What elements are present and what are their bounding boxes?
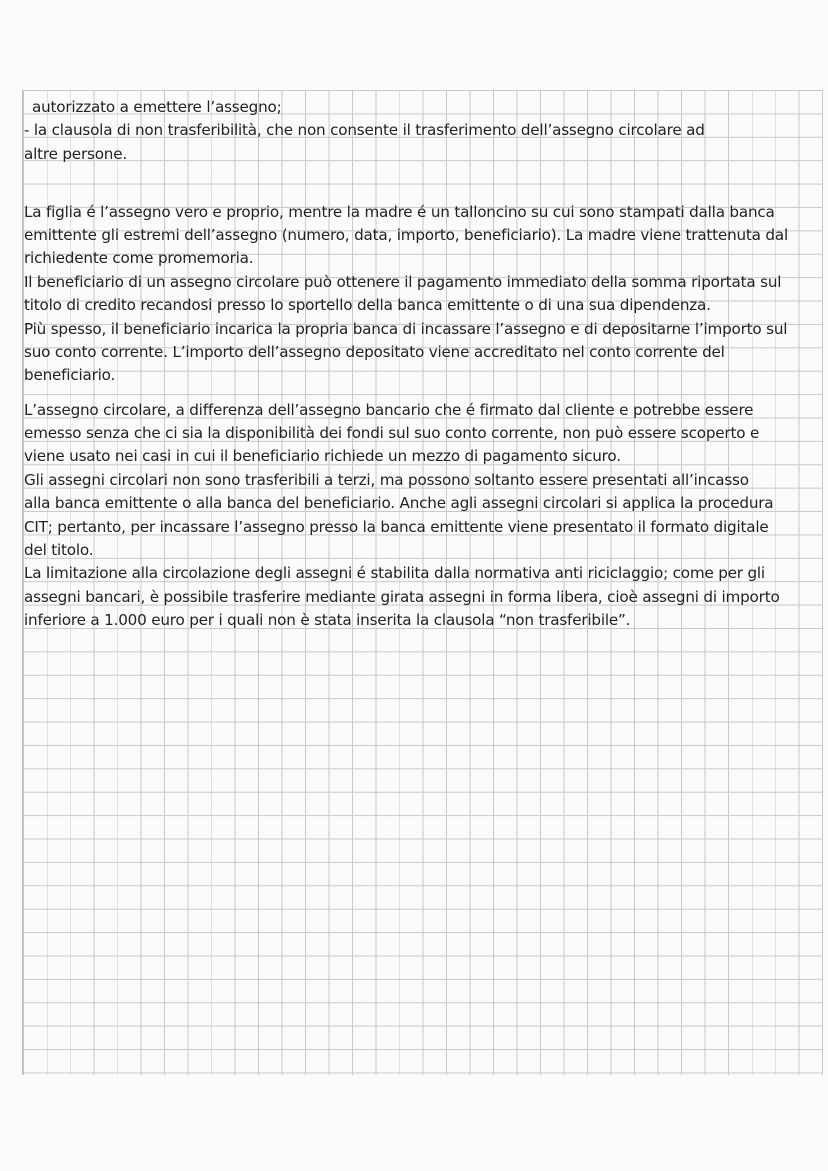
text-line: titolo di credito recandosi presso lo sportello della banca emittente o di una sua dipendenza. (24, 296, 711, 315)
handwritten-notes (22, 96, 822, 633)
text-line: emittente gli estremi dell’assegno (numero, data, importo, beneficiario). La madre viene trattenuta dal (24, 225, 788, 244)
spacer (22, 166, 822, 189)
text-line: emesso senza che ci sia la disponibilità dei fondi sul suo conto corrente, non può essere scoperto e (24, 424, 760, 443)
spacer (22, 190, 822, 201)
text-line: inferiore a 1.000 euro per i quali non è stata inserita la clausola “non trasferibile”. (24, 611, 631, 630)
text-line: suo conto corrente. L’importo dell’assegno depositato viene accreditato nel conto corrente del (24, 342, 725, 361)
text-line: autorizzato a emettere l’assegno; (32, 98, 282, 116)
text-line: beneficiario. (24, 366, 116, 385)
text-line: - la clausola di non trasferibilità, che non consente il trasferimento dell’assegno circolare ad (24, 121, 705, 140)
text-line: CIT; pertanto, per incassare l’assegno presso la banca emittente viene presentato il formato digitale (24, 517, 769, 536)
text-line: La figlia é l’assegno vero e proprio, mentre la madre é un talloncino su cui sono stampati dalla banca (24, 202, 775, 221)
text-line: Più spesso, il beneficiario incarica la propria banca di incassare l’assegno e di depositarne l’importo sul (24, 319, 788, 338)
text-line: alla banca emittente o alla banca del beneficiario. Anche agli assegni circolari si applica la procedura (24, 494, 774, 513)
text-line: Il beneficiario di un assegno circolare può ottenere il pagamento immediato della somma riportata sul (24, 272, 782, 291)
text-line: del titolo. (24, 541, 94, 560)
text-line: La limitazione alla circolazione degli assegni é stabilita dalla normativa anti riciclaggio; come per gli (24, 564, 765, 583)
text-line: richiedente come promemoria. (24, 249, 254, 268)
text-line: L’assegno circolare, a differenza dell’assegno bancario che é firmato dal cliente e potrebbe essere (24, 400, 754, 419)
text-line: assegni bancari, è possibile trasferire mediante girata assegni in forma libera, cioè assegni di importo (24, 587, 780, 606)
spacer (22, 388, 822, 399)
text-line: viene usato nei casi in cui il beneficiario richiede un mezzo di pagamento sicuro. (24, 447, 621, 466)
text-line: Gli assegni circolari non sono trasferibili a terzi, ma possono soltanto essere presentati all’incasso (24, 470, 749, 489)
text-line: altre persone. (24, 144, 127, 163)
